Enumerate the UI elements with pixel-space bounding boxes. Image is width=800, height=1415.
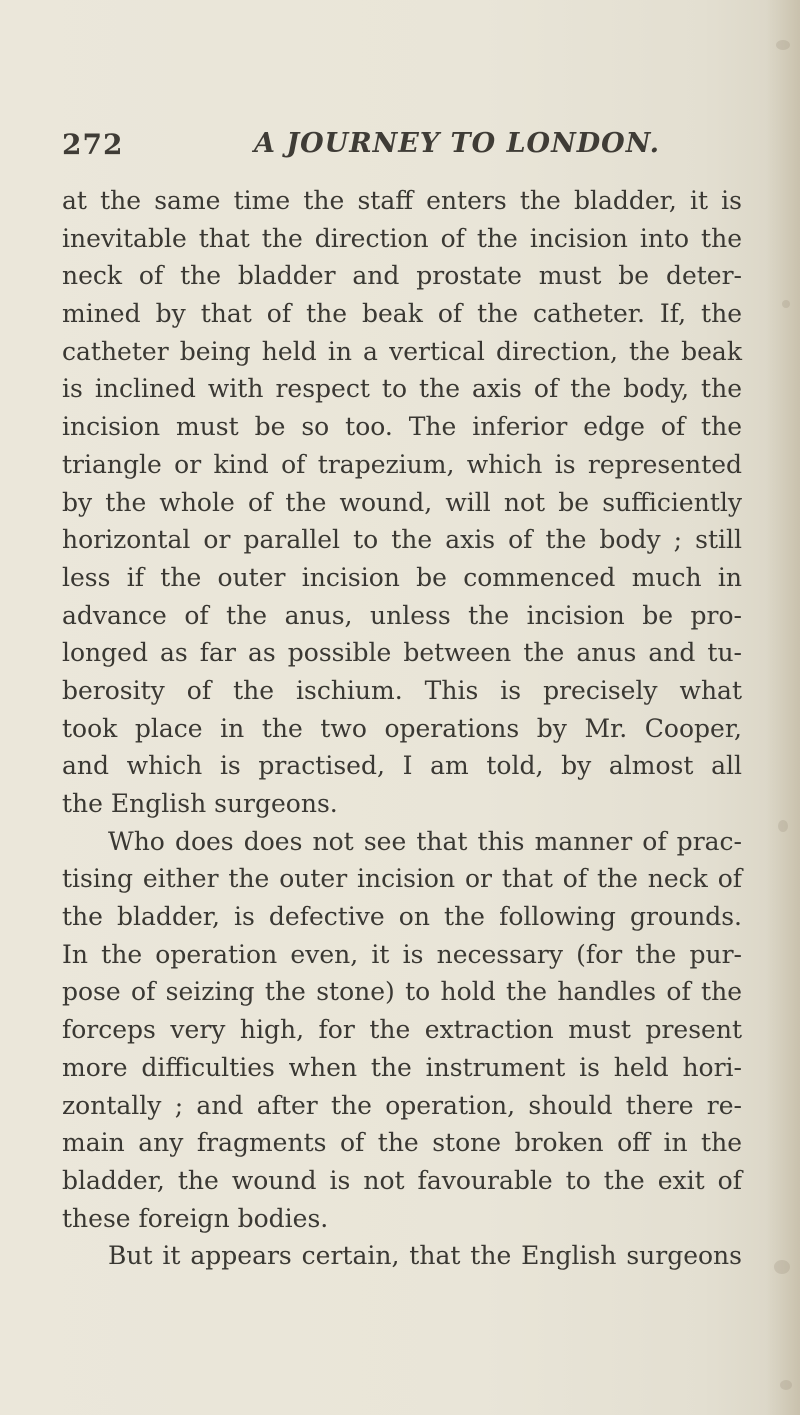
text-line: the bladder, is defective on the following grounds.	[62, 902, 742, 932]
text-line: mined by that of the beak of the catheter. If, the	[62, 299, 742, 329]
text-line: these foreign bodies.	[62, 1203, 329, 1233]
text-line: triangle or kind of trapezium, which is represented	[62, 449, 742, 479]
text-line: But it appears certain, that the English surgeons	[108, 1241, 742, 1271]
page-number: 272	[62, 128, 124, 161]
text-line: less if the outer incision be commenced much in	[62, 562, 742, 592]
text-line: advance of the anus, unless the incision be pro-	[62, 600, 742, 630]
page-header	[62, 128, 742, 168]
text-line: longed as far as possible between the anus and tu-	[62, 638, 742, 668]
text-line: tising either the outer incision or that of the neck of	[62, 864, 742, 894]
text-line: pose of seizing the stone) to hold the handles of the	[62, 977, 742, 1007]
text-line: the English surgeons.	[62, 789, 338, 818]
text-line: Who does does not see that this manner of prac-	[108, 826, 742, 856]
text-line: main any fragments of the stone broken off in the	[62, 1128, 742, 1158]
text-line: took place in the two operations by Mr. Cooper,	[62, 713, 742, 743]
text-line: forceps very high, for the extraction must present	[62, 1015, 742, 1045]
text-line: and which is practised, I am told, by almost all	[62, 751, 742, 781]
text-line: horizontal or parallel to the axis of the body ; still	[62, 525, 742, 555]
running-title: A JOURNEY TO LONDON.	[254, 128, 661, 159]
text-line: is inclined with respect to the axis of the body, the	[62, 374, 742, 404]
text-line: neck of the bladder and prostate must be deter-	[62, 261, 742, 291]
text-line: bladder, the wound is not favourable to the exit of	[62, 1165, 742, 1195]
text-line: by the whole of the wound, will not be sufficiently	[62, 487, 742, 517]
text-line: inevitable that the direction of the incision into the	[62, 223, 742, 253]
page-edge	[766, 0, 800, 1415]
text-line: at the same time the staff enters the bladder, it is	[62, 186, 742, 215]
text-line: In the operation even, it is necessary (for the pur-	[62, 939, 742, 969]
text-line: zontally ; and after the operation, should there re-	[62, 1090, 742, 1120]
text-line: catheter being held in a vertical direction, the beak	[62, 336, 742, 366]
text-line: more difficulties when the instrument is held hori-	[62, 1052, 742, 1082]
text-line: berosity of the ischium. This is precisely what	[62, 675, 742, 705]
text-line: incision must be so too. The inferior edge of the	[62, 412, 742, 442]
body-text	[62, 182, 742, 1275]
